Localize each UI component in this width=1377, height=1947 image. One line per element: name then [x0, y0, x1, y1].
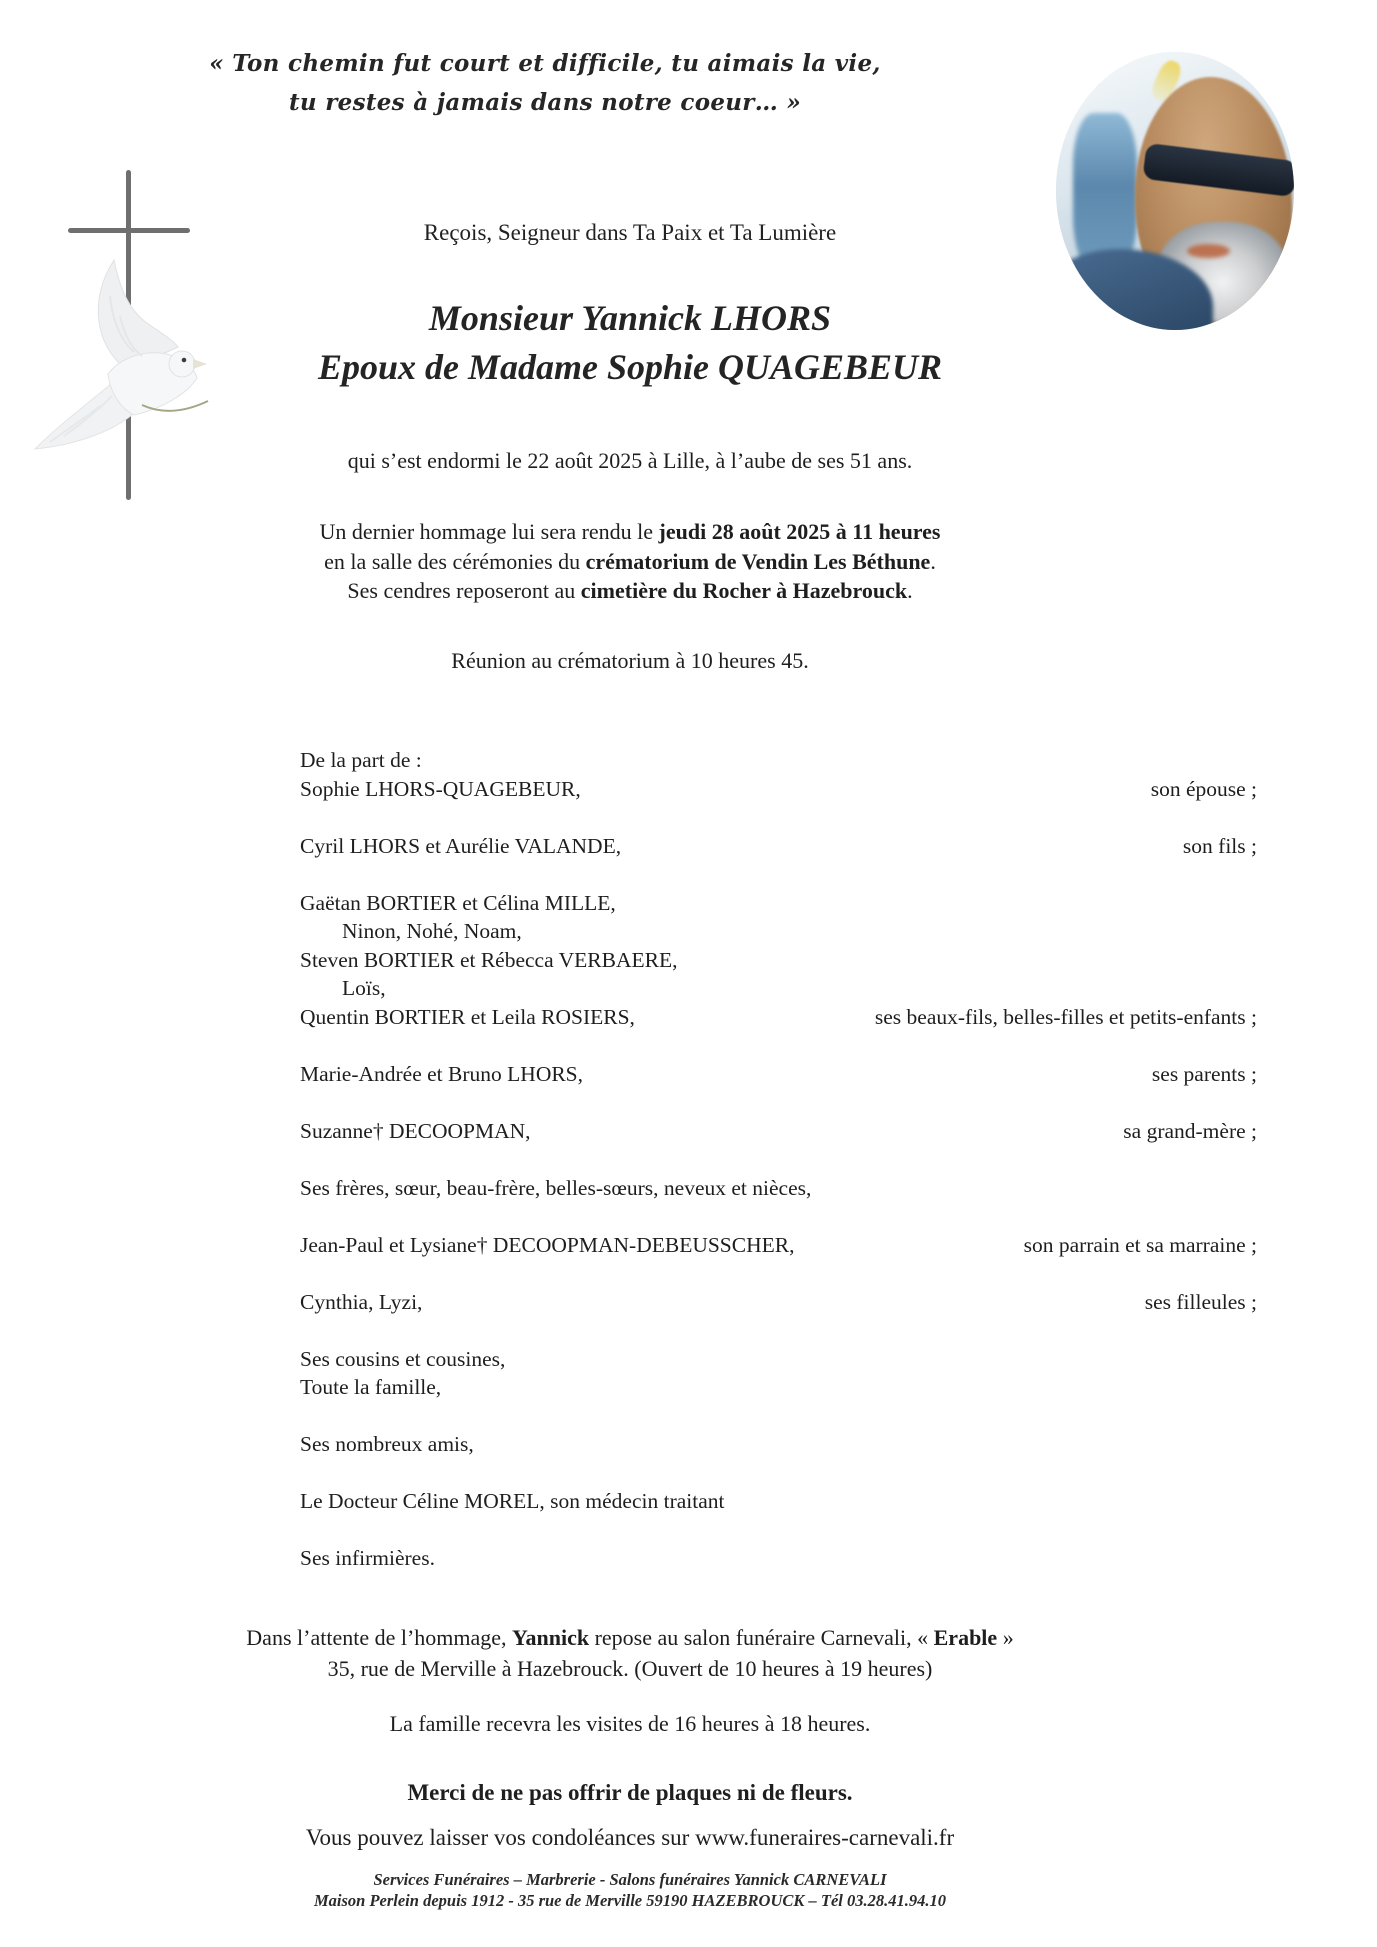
- family-names: Steven BORTIER et Rébecca VERBAERE,: [300, 947, 678, 972]
- family-names: Marie-Andrée et Bruno LHORS,: [300, 1061, 584, 1086]
- family-names: Ninon, Nohé, Noam,: [342, 919, 522, 943]
- ceremony-line3: [0, 576, 1260, 606]
- visits-line: La famille recevra les visites de 16 heures à 18 heures.: [389, 1711, 871, 1736]
- family-row: [300, 1005, 1257, 1034]
- ceremony-line2-text: en la salle des cérémonies du: [324, 548, 586, 574]
- family-row: [300, 1489, 1257, 1518]
- ceremony-place: crématorium de Vendin Les Béthune: [585, 548, 931, 574]
- salon-line1: [0, 1623, 1260, 1654]
- ceremony-details: [0, 517, 1260, 606]
- condolences-line: Vous pouvez laisser vos condoléances sur www.funeraires-carnevali.fr: [305, 1825, 955, 1850]
- family-row: [300, 834, 1257, 863]
- family-names: Ses infirmières.: [300, 1546, 435, 1570]
- footer-line1: Services Funéraires – Marbrerie - Salons funéraires Yannick CARNEVALI: [373, 1870, 887, 1889]
- family-names: Cynthia, Lyzi,: [300, 1289, 423, 1314]
- family-row: [300, 976, 1257, 1005]
- ceremony-line1: [0, 517, 1260, 547]
- family-row: [300, 1375, 1257, 1404]
- ceremony-line3-text: Ses cendres reposeront au: [347, 578, 581, 603]
- memorial-quote: [0, 44, 1090, 122]
- family-relation: son épouse ;: [1150, 776, 1257, 801]
- deceased-title: [0, 294, 1260, 392]
- family-names: Toute la famille,: [300, 1375, 442, 1399]
- family-row: [300, 1290, 1257, 1319]
- family-row: [300, 1546, 1257, 1575]
- memorial-quote-line2: tu restes à jamais dans notre coeur… »: [288, 89, 802, 116]
- footer-line2: Maison Perlein depuis 1912 - 35 rue de Merville 59190 HAZEBROUCK – Tél 03.28.41.94.10: [313, 1891, 947, 1910]
- family-row: [300, 1176, 1257, 1205]
- family-list: [300, 748, 1257, 1575]
- salon-line2: 35, rue de Merville à Hazebrouck. (Ouvert de 10 heures à 19 heures): [327, 1655, 933, 1681]
- family-relation: sa grand-mère ;: [1123, 1118, 1257, 1143]
- family-intro: De la part de :: [300, 748, 422, 772]
- family-relation: ses parents ;: [1151, 1061, 1257, 1086]
- ashes-place: cimetière du Rocher à Hazebrouck: [580, 578, 908, 603]
- family-names: Cyril LHORS et Aurélie VALANDE,: [300, 833, 622, 858]
- no-flowers-line: Merci de ne pas offrir de plaques ni de fleurs.: [407, 1780, 853, 1805]
- memorial-quote-line1: « Ton chemin fut court et difficile, tu aimais la vie,: [209, 50, 881, 77]
- family-row: [300, 777, 1257, 806]
- family-relation: son fils ;: [1182, 833, 1257, 858]
- funeral-home-footer: [0, 1869, 1260, 1911]
- ceremony-date-time: jeudi 28 août 2025 à 11 heures: [658, 519, 941, 544]
- ceremony-line2-end: .: [930, 548, 936, 574]
- deceased-spouse-line: Epoux de Madame Sophie QUAGEBEUR: [317, 347, 943, 387]
- family-names: Loïs,: [342, 976, 386, 1000]
- salon-line1-text: Dans l’attente de l’hommage,: [246, 1625, 513, 1650]
- family-row: [300, 1233, 1257, 1262]
- family-names: Ses nombreux amis,: [300, 1432, 474, 1456]
- family-row: [300, 1062, 1257, 1091]
- ceremony-line2: [0, 547, 1260, 577]
- family-relation: ses beaux-fils, belles-filles et petits-enfants ;: [874, 1004, 1257, 1029]
- family-row: [300, 1347, 1257, 1376]
- salon-first-name: Yannick: [512, 1625, 590, 1650]
- ceremony-line3-end: .: [907, 578, 913, 603]
- family-names: Gaëtan BORTIER et Célina MILLE,: [300, 890, 616, 915]
- family-relation: ses filleules ;: [1144, 1289, 1257, 1314]
- family-relation: son parrain et sa marraine ;: [1023, 1232, 1257, 1257]
- family-intro-row: [300, 748, 1257, 777]
- invocation-line: Reçois, Seigneur dans Ta Paix et Ta Lumière: [423, 220, 837, 245]
- deceased-name: Monsieur Yannick LHORS: [428, 298, 832, 338]
- family-row: [300, 1119, 1257, 1148]
- family-names: Jean-Paul et Lysiane† DECOOPMAN-DEBEUSSCHER,: [300, 1232, 795, 1257]
- portrait-photo: [1056, 52, 1294, 330]
- family-row: [300, 1432, 1257, 1461]
- salon-line1-end: »: [997, 1625, 1014, 1650]
- salon-line1-mid: repose au salon funéraire Carnevali, «: [589, 1625, 934, 1650]
- family-names: Le Docteur Céline MOREL, son médecin traitant: [300, 1489, 725, 1513]
- death-notice: qui s’est endormi le 22 août 2025 à Lille, à l’aube de ses 51 ans.: [347, 448, 913, 473]
- family-row: [300, 919, 1257, 948]
- meeting-line: Réunion au crématorium à 10 heures 45.: [451, 648, 809, 673]
- family-names: Quentin BORTIER et Leila ROSIERS,: [300, 1004, 635, 1029]
- family-row: [300, 948, 1257, 977]
- family-names: Suzanne† DECOOPMAN,: [300, 1118, 531, 1143]
- salon-info: [0, 1623, 1260, 1684]
- salon-room-name: Erable: [933, 1625, 998, 1650]
- family-row: [300, 891, 1257, 920]
- ceremony-line1-text: Un dernier hommage lui sera rendu le: [319, 519, 659, 544]
- family-names: Sophie LHORS-QUAGEBEUR,: [300, 776, 581, 801]
- family-names: Ses cousins et cousines,: [300, 1346, 506, 1371]
- family-names: Ses frères, sœur, beau-frère, belles-sœurs, neveux et nièces,: [300, 1175, 812, 1200]
